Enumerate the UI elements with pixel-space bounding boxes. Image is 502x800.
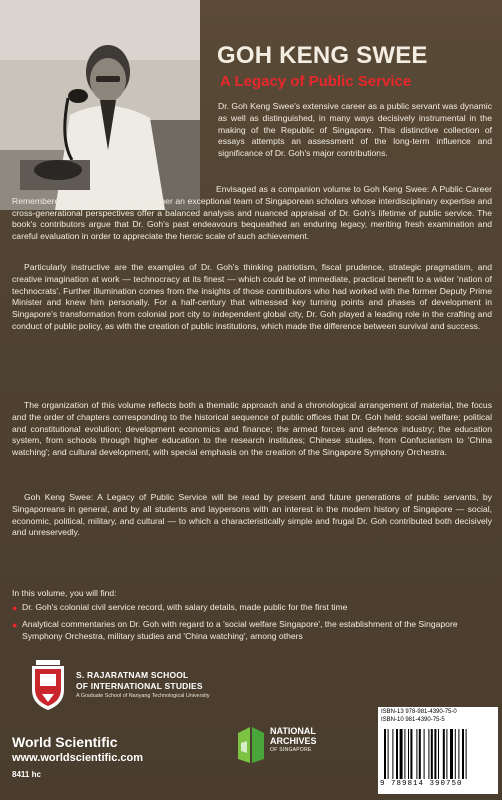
school-tagline: A Graduate School of Nanyang Technological University xyxy=(76,693,210,699)
school-name-line-2: OF INTERNATIONAL STUDIES xyxy=(76,681,203,691)
school-name-line-1: S. RAJARATNAM SCHOOL xyxy=(76,670,189,680)
find-list-item-text: Dr. Goh's colonial civil service record, with salary details, made public for the first time xyxy=(22,602,348,612)
archives-name-line-1: NATIONAL xyxy=(270,726,316,736)
isbn-10: ISBN-10 981-4390-75-5 xyxy=(381,717,445,723)
isbn-13: ISBN-13 978-981-4390-75-0 xyxy=(381,709,457,715)
bullet-dot-icon: ● xyxy=(12,603,18,613)
archives-name-line-2: ARCHIVES xyxy=(270,736,317,746)
barcode-number: 9 789814 390750 xyxy=(380,780,463,788)
book-subtitle: A Legacy of Public Service xyxy=(220,73,412,90)
publisher-name: World Scientific xyxy=(12,734,118,750)
national-archives-logo-icon xyxy=(236,723,266,765)
publisher-url[interactable]: www.worldscientific.com xyxy=(12,752,144,764)
description-paragraph-5: Goh Keng Swee: A Legacy of Public Service will be read by present and future generations of public servants, by Singaporeans in general, and by all students and laypersons with an interest in the modern history of Singapore — social, economic, political, military, and cultural — to which a characteristically simple and frugal Dr. Goh contributed both decisively and unreservedly. xyxy=(12,492,492,538)
find-list-title: In this volume, you will find: xyxy=(12,588,117,598)
find-list-item-text: Analytical commentaries on Dr. Goh with regard to a 'social welfare Singapore', the establishment of the Singapore Symphony Orchestra, military studies and 'China watching', among others xyxy=(22,619,458,641)
archives-name-line-3: OF SINGAPORE xyxy=(270,747,312,753)
book-title: GOH KENG SWEE xyxy=(217,42,428,69)
description-paragraph-2: Envisaged as a companion volume to Goh Keng Swee: A Public Career Remembered, this volume brings together an exceptional team of Singaporean scholars whose interdisciplinary expertise and cross-generational perspectives offer a balanced analysis and nuanced appraisal of Dr. Goh's lifetime of public service. The book's contributors argue that Dr. Goh's past endeavours bequeathed an enduring legacy, meriting fresh examination and careful evaluation in order to appreciate the heroic scale of such achievement. xyxy=(12,184,492,242)
description-paragraph-3: Particularly instructive are the examples of Dr. Goh's thinking patriotism, fiscal prudence, strategic pragmatism, and creative imagination at work — technocracy at its finest — which could be of immediate, practical benefit to a wider 'nation of technocrats'. Further illumination comes from the insights of those contributors who had worked with the former Deputy Prime Minister and knew him personally. For a half-century that witnessed key turning points and phases of development in Singapore's transformation from colonial port city to independent global city, Dr. Goh played a leading role in the crafting and conduct of public policy, as with the creation of public institutions, which made the difference between survival and success. xyxy=(12,262,492,331)
description-paragraph-4: The organization of this volume reflects both a thematic approach and a chronological arrangement of material, the focus and the order of chapters corresponding to the historical sequence of public offices that Dr. Goh held: social welfare; political and constitutional evolution; development economics and finance; the armed forces and defence industry; the education system, from schools through higher education to the research institutes; Chinese studies, from Confucianism to 'China watching'; and cultural development, with special emphasis on the creation of the Singapore Symphony Orchestra. xyxy=(12,400,492,458)
publisher-code: 8411 hc xyxy=(12,770,41,779)
author-photo xyxy=(0,0,200,210)
find-list-item xyxy=(12,602,496,614)
find-list-item xyxy=(12,619,496,643)
description-paragraph-1: Dr. Goh Keng Swee's extensive career as a public servant was dynamic as well as distinguished, in many ways decisively instrumental in the making of the Republic of Singapore. This distinctive collection of essays attempts an assessment of the long-term influence and significance of Dr. Goh's major contributions. xyxy=(218,101,492,159)
author-photo-illustration xyxy=(0,0,200,210)
barcode-icon xyxy=(384,729,492,779)
bullet-dot-icon: ● xyxy=(12,620,18,630)
school-crest-icon xyxy=(28,660,68,712)
barcode-panel xyxy=(378,707,498,794)
